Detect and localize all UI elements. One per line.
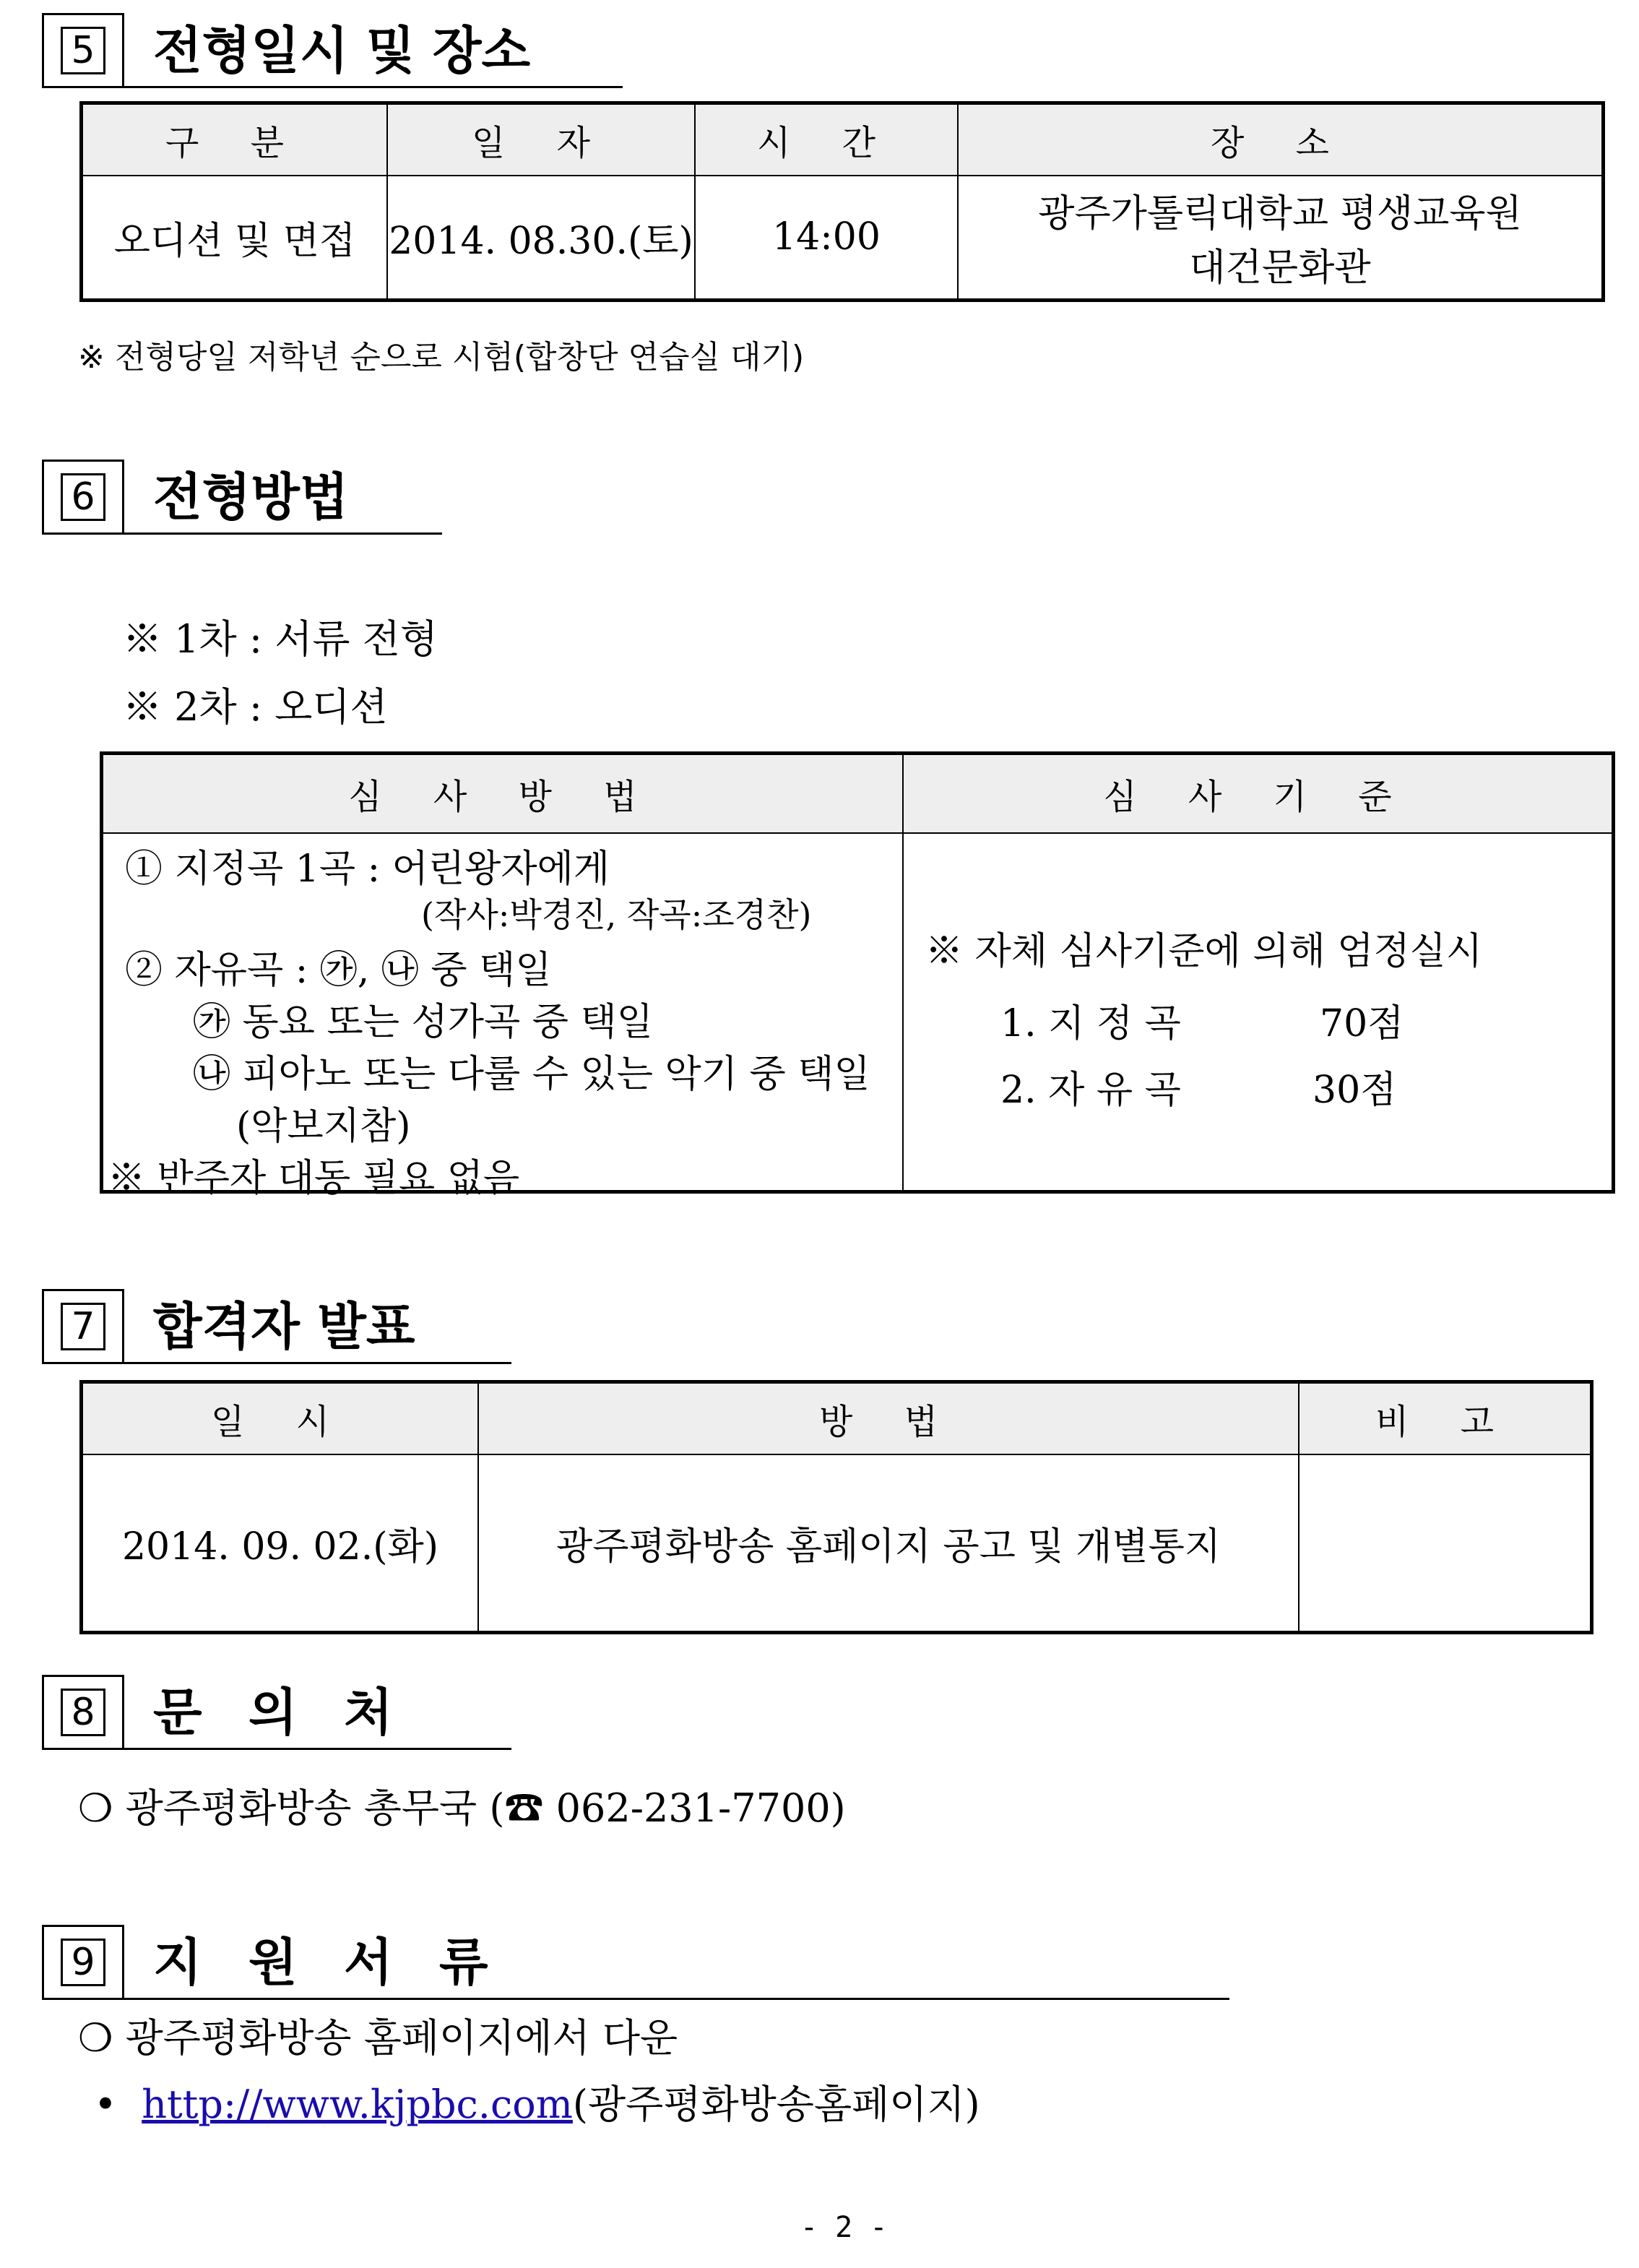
schedule-note: ※ 전형당일 저학년 순으로 시험(합창단 연습실 대기) xyxy=(78,339,805,376)
table-header: 심 사 기 준 xyxy=(903,754,1614,833)
method-cell: ① 지정곡 1곡 : 어린왕자에게 (작사:박경진, 작곡:조경찬) ② 자유곡 : ㉮, ㉯ 중 택일 ㉮ 동요 또는 성가곡 중 택일 ㉯ 피아노 또는 다룰 수 있는 악기 중 택일 (악보지참) ※ 반주자 대동 필요 없음 xyxy=(102,833,904,1192)
section-7-header xyxy=(42,1289,511,1364)
criteria-cell: ※ 자체 심사기준에 의해 엄정실시 1. 지 정 곡 70점 2. 자 유 곡 30점 xyxy=(903,833,1614,1192)
section-number-box: 5 xyxy=(42,13,124,88)
contact-line: ❍ 광주평화방송 총무국 (☎ 062-231-7700) xyxy=(78,1785,846,1831)
homepage-link[interactable]: http://www.kjpbc.com xyxy=(142,2082,573,2127)
section-title: 문 의 처 xyxy=(124,1687,511,1750)
documents-line: ❍ 광주평화방송 홈페이지에서 다운 xyxy=(78,2015,678,2061)
phone-number: 062-231-7700) xyxy=(555,1785,846,1831)
section-5-header xyxy=(42,13,623,88)
table-header: 일 자 xyxy=(387,103,695,176)
schedule-table xyxy=(79,101,1605,302)
announcement-table xyxy=(79,1380,1593,1634)
announcement-date-cell: 2014. 09. 02.(화) xyxy=(82,1454,479,1633)
section-number-box: 7 xyxy=(42,1289,124,1364)
section-8-header xyxy=(42,1675,511,1750)
table-header: 방 법 xyxy=(478,1382,1299,1454)
table-header: 일 시 xyxy=(82,1382,479,1454)
section-number-box: 9 xyxy=(42,1925,124,2000)
page-number: - 2 - xyxy=(800,2211,888,2244)
section-6-header xyxy=(42,460,442,535)
table-header: 시 간 xyxy=(695,103,958,176)
category-cell: 오디션 및 면접 xyxy=(82,176,388,301)
date-cell: 2014. 08.30.(토) xyxy=(387,176,695,301)
table-header: 심 사 방 법 xyxy=(102,754,904,833)
evaluation-table xyxy=(100,751,1615,1200)
section-title: 전형방법 xyxy=(124,472,442,535)
time-cell: 14:00 xyxy=(695,176,958,301)
remark-cell xyxy=(1299,1454,1592,1633)
section-number-box: 6 xyxy=(42,460,124,535)
section-title: 전형일시 및 장소 xyxy=(124,25,623,88)
section-title: 지 원 서 류 xyxy=(124,1937,1229,2000)
place-cell: 광주가톨릭대학교 평생교육원 대건문화관 xyxy=(958,176,1604,301)
section-9-header xyxy=(42,1925,1229,2000)
step-1-text: ※ 1차 : 서류 전형 xyxy=(123,616,438,662)
step-2-text: ※ 2차 : 오디션 xyxy=(123,684,388,730)
url-line: • http://www.kjpbc.com(광주평화방송홈페이지) xyxy=(94,2082,980,2127)
table-header: 구 분 xyxy=(82,103,388,176)
telephone-icon: ☎ xyxy=(504,1785,544,1831)
announcement-method-cell: 광주평화방송 홈페이지 공고 및 개별통지 xyxy=(478,1454,1299,1633)
table-header: 비 고 xyxy=(1299,1382,1592,1454)
section-title: 합격자 발표 xyxy=(124,1301,511,1364)
section-number-box: 8 xyxy=(42,1675,124,1750)
table-header: 장 소 xyxy=(958,103,1604,176)
